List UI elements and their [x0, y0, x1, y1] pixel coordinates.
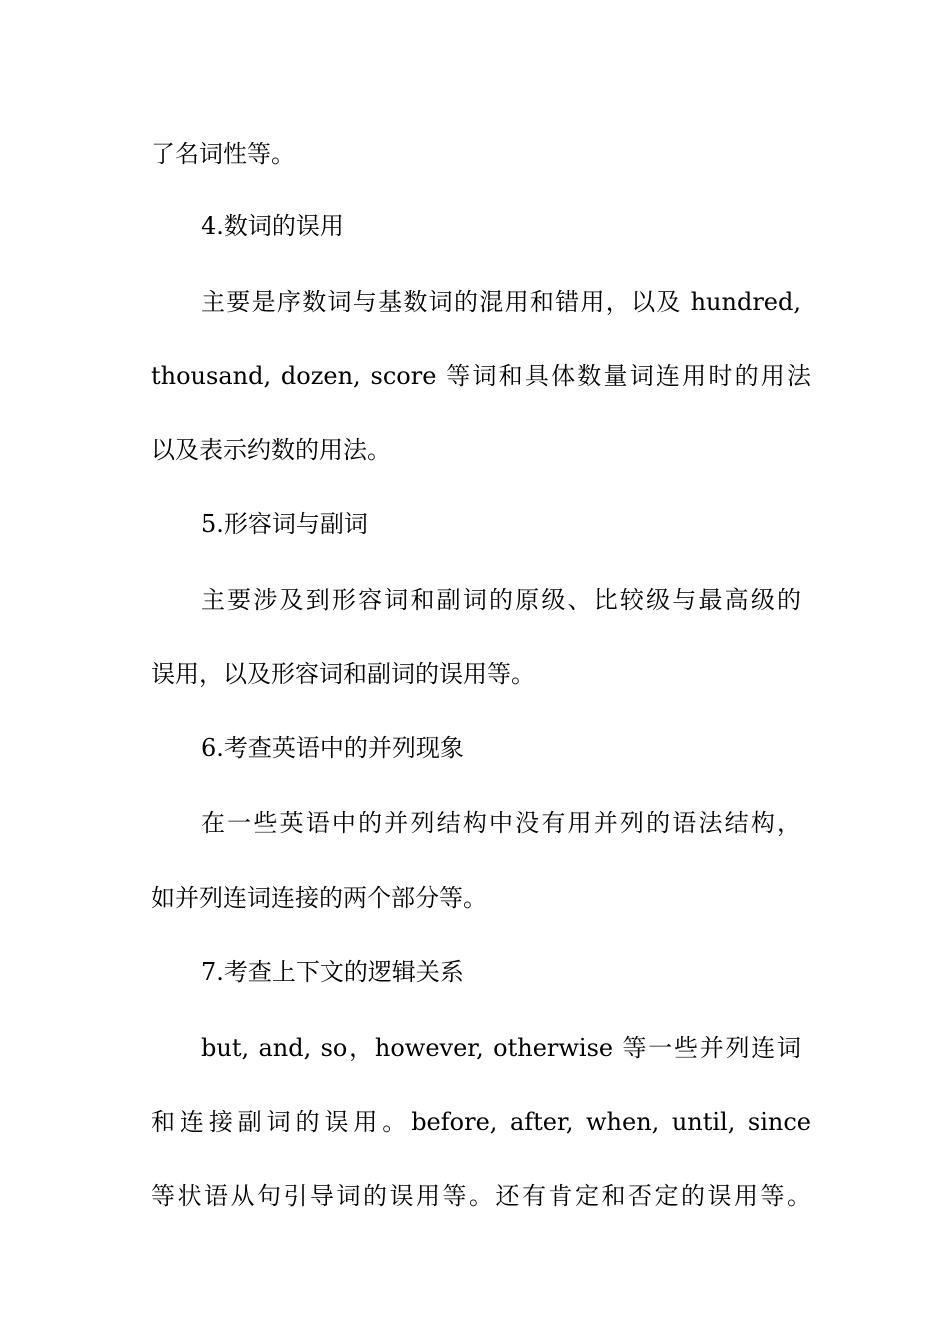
paragraph-line: 在一些英语中的并列结构中没有用并列的语法结构， [201, 809, 801, 837]
paragraph-line: 以及表示约数的用法。 [151, 436, 391, 464]
paragraph-line: 误用，以及形容词和副词的误用等。 [151, 660, 535, 688]
section-heading-7: 7.考查上下文的逻辑关系 [201, 958, 464, 986]
section-heading-6: 6.考查英语中的并列现象 [201, 734, 464, 762]
paragraph-line: but, and, so，however, otherwise 等一些并列连词 [201, 1034, 801, 1062]
paragraph-line: 主要是序数词与基数词的混用和错用，以及 hundred, [201, 288, 801, 316]
paragraph-line: 如并列连词连接的两个部分等。 [151, 884, 487, 912]
section-heading-5: 5.形容词与副词 [201, 510, 368, 538]
paragraph-line: 主要涉及到形容词和副词的原级、比较级与最高级的 [201, 586, 801, 614]
paragraph-line: thousand, dozen, score 等词和具体数量词连用时的用法 [151, 362, 811, 390]
paragraph-line: 和连接副词的误用。before, after, when, until, since [151, 1108, 811, 1136]
section-heading-4: 4.数词的误用 [201, 212, 344, 240]
paragraph-line: 等状语从句引导词的误用等。还有肯定和否定的误用等。 [151, 1182, 811, 1210]
paragraph-line: 了名词性等。 [151, 140, 295, 168]
